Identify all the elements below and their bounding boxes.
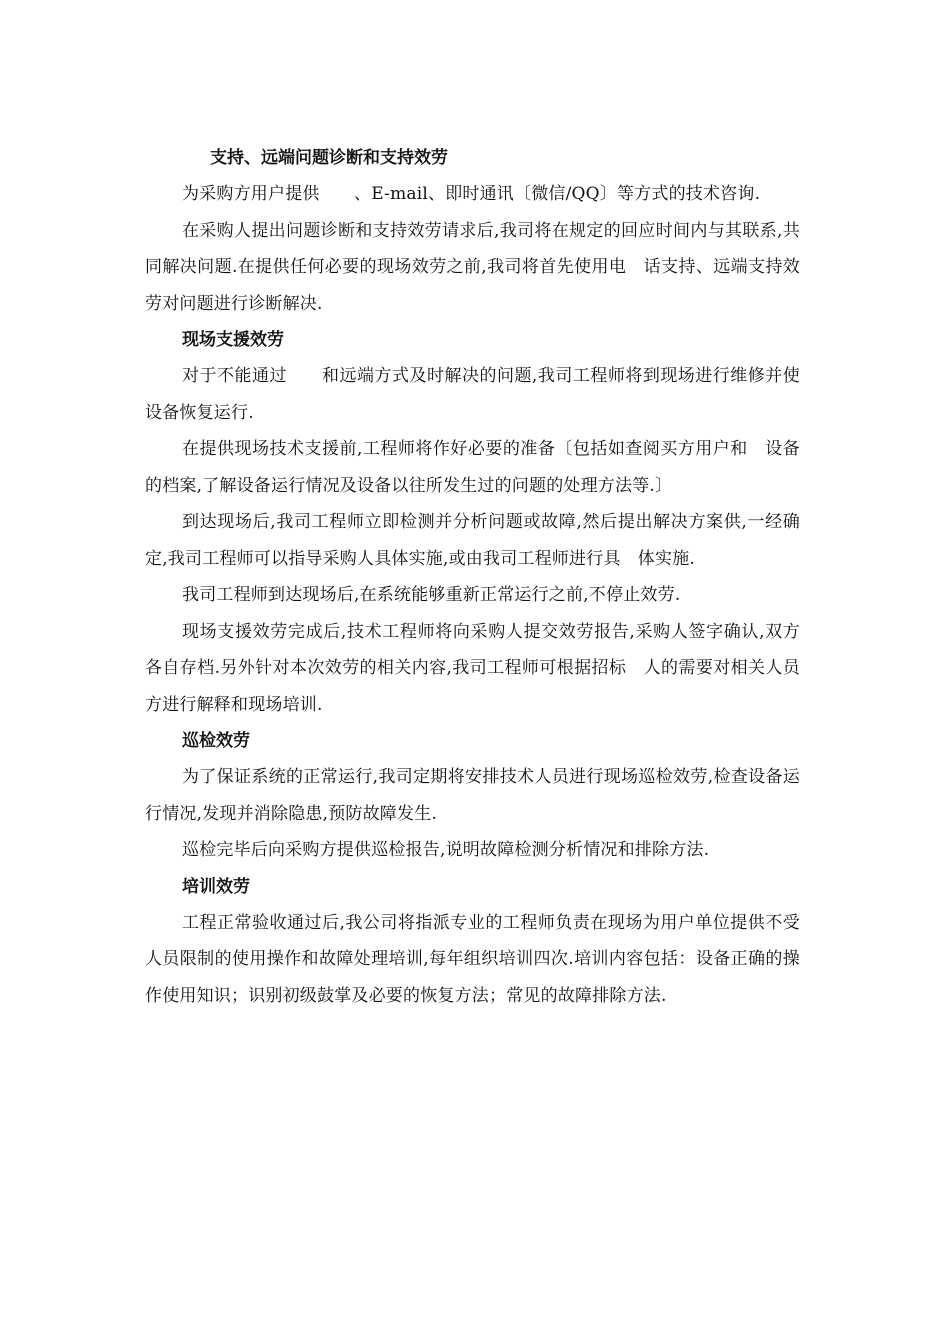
paragraph: 为了保证系统的正常运行,我司定期将安排技术人员进行现场巡检效劳,检查设备运行情况,发现并消除隐患,预防故障发生.: [145, 767, 800, 824]
paragraph: 我司工程师到达现场后,在系统能够重新正常运行之前,不停止效劳.: [182, 585, 681, 605]
section-heading-onsite-support: 现场支援效劳: [182, 330, 284, 350]
document-body: [145, 140, 800, 1014]
section-heading-training: 培训效劳: [182, 876, 250, 897]
paragraph: 对于不能通过 和远端方式及时解决的问题,我司工程师将到现场进行维修并使设备恢复运行.: [145, 366, 800, 423]
section-heading-remote-support: 支持、远端问题诊断和支持效劳: [210, 148, 448, 168]
paragraph: 到达现场后,我司工程师立即检测并分析问题或故障,然后提出解决方案供,一经确定,我司工程师可以指导采购人具体实施,或由我司工程师进行具 体实施.: [145, 512, 800, 569]
paragraph: 在提供现场技术支援前,工程师将作好必要的准备〔包括如查阅买方用户和 设备的档案,了解设备运行情况及设备以往所发生过的问题的处理方法等.〕: [145, 439, 800, 496]
paragraph: 巡检完毕后向采购方提供巡检报告,说明故障检测分析情况和排除方法.: [182, 840, 710, 860]
paragraph: 工程正常验收通过后,我公司将指派专业的工程师负责在现场为用户单位提供不受人员限制的使用操作和故障处理培训,每年组织培训四次.培训内容包括：设备正确的操作使用知识；识别初级鼓掌及必要的恢复方法；常见的故障排除方法.: [145, 912, 800, 1006]
paragraph: 为采购方用户提供 、E-mail、即时通讯〔微信/QQ〕等方式的技术咨询.: [182, 184, 761, 204]
paragraph: 现场支援效劳完成后,技术工程师将向采购人提交效劳报告,采购人签字确认,双方各自存档.另外针对本次效劳的相关内容,我司工程师可根据招标 人的需要对相关人员方进行解释和现场培训.: [145, 621, 800, 715]
paragraph: 在采购人提出问题诊断和支持效劳请求后,我司将在规定的回应时间内与其联系,共同解决问题.在提供任何必要的现场效劳之前,我司将首先使用电 话支持、远端支持效劳对问题进行诊断解决.: [145, 220, 800, 314]
section-heading-inspection: 巡检效劳: [182, 731, 250, 751]
